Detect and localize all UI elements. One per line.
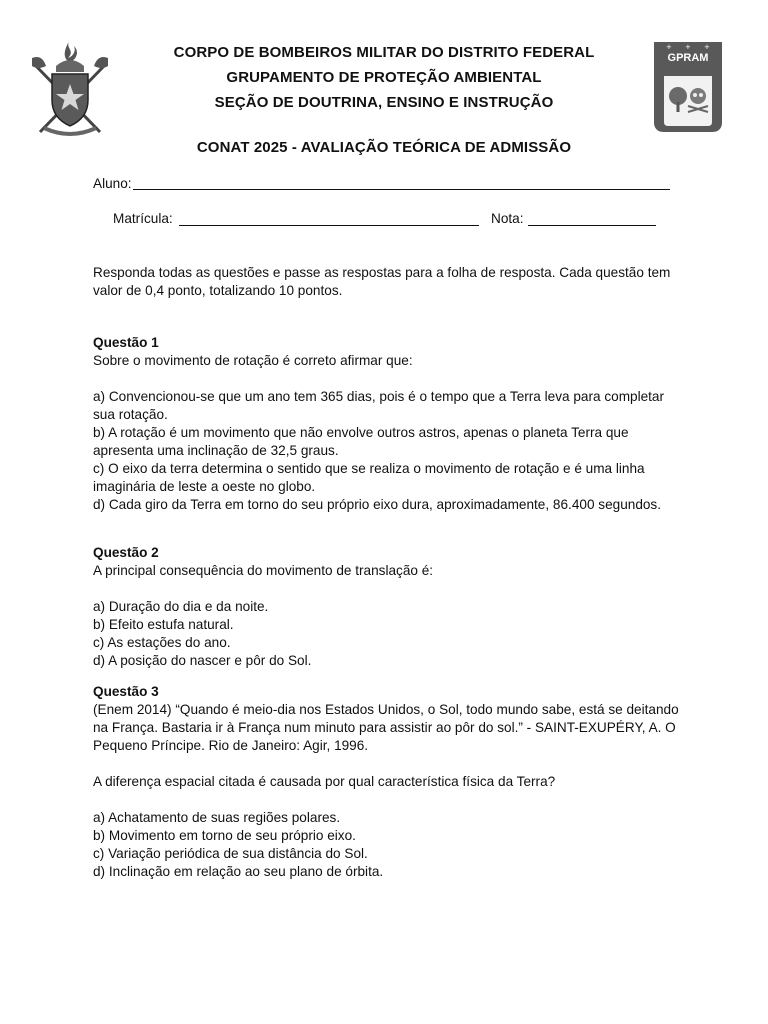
svg-text:+: + <box>666 43 672 51</box>
option-b: b) Movimento em torno de seu próprio eixo. <box>93 828 356 843</box>
question-3 <box>93 683 683 881</box>
question-1 <box>93 334 683 514</box>
option-b: b) A rotação é um movimento que não envolve outros astros, apenas o planeta Terra que apresenta uma inclinação de 32,5 graus. <box>93 425 629 458</box>
svg-text:+: + <box>685 43 691 51</box>
question-prompt: A principal consequência do movimento de translação é: <box>93 563 434 578</box>
option-c: c) Variação periódica de sua distância do Sol. <box>93 846 368 861</box>
aluno-field[interactable] <box>133 189 670 190</box>
question-2 <box>93 544 683 670</box>
option-a: a) Convencionou-se que um ano tem 365 dias, pois é o tempo que a Terra leva para completar sua rotação. <box>93 389 665 422</box>
aluno-label: Aluno: <box>93 176 132 191</box>
exam-title: CONAT 2025 - AVALIAÇÃO TEÓRICA DE ADMISSÃO <box>196 139 572 156</box>
matricula-label: Matrícula: <box>113 211 173 226</box>
nota-field[interactable] <box>528 225 656 226</box>
nota-label: Nota: <box>491 211 524 226</box>
question-text: A diferença espacial citada é causada por qual característica física da Terra? <box>93 774 556 789</box>
instructions: Responda todas as questões e passe as respostas para a folha de resposta. Cada questão tem valor de 0,4 ponto, totalizando 10 pontos. <box>93 265 671 298</box>
question-title: Questão 3 <box>93 684 159 699</box>
header-line-3: SEÇÃO DE DOUTRINA, ENSINO E INSTRUÇÃO <box>214 94 554 111</box>
svg-text:+: + <box>704 43 710 51</box>
matricula-field[interactable] <box>179 225 479 226</box>
option-c: c) O eixo da terra determina o sentido que se realiza o movimento de rotação e é uma linha imaginária de leste a oeste no globo. <box>93 461 645 494</box>
option-a: a) Duração do dia e da noite. <box>93 599 269 614</box>
question-prompt: Sobre o movimento de rotação é correto afirmar que: <box>93 353 413 368</box>
question-title: Questão 1 <box>93 335 159 350</box>
question-prompt: (Enem 2014) “Quando é meio-dia nos Estados Unidos, o Sol, todo mundo sabe, está se deitando na França. Bastaria ir à França num minuto para assistir ao pôr do sol.” - SAINT-EXUPÉRY, A. O Pequeno Príncipe. Rio de Janeiro: Agir, 1996. <box>93 702 679 753</box>
option-a: a) Achatamento de suas regiões polares. <box>93 810 341 825</box>
option-d: d) A posição do nascer e pôr do Sol. <box>93 653 312 668</box>
header-line-1: CORPO DE BOMBEIROS MILITAR DO DISTRITO FEDERAL <box>173 44 595 61</box>
option-d: d) Cada giro da Terra em torno do seu próprio eixo dura, aproximadamente, 86.400 segundos. <box>93 497 662 512</box>
question-title: Questão 2 <box>93 545 159 560</box>
option-b: b) Efeito estufa natural. <box>93 617 234 632</box>
gpram-label: GPRAM <box>667 52 709 64</box>
option-c: c) As estações do ano. <box>93 635 231 650</box>
header-line-2: GRUPAMENTO DE PROTEÇÃO AMBIENTAL <box>226 69 542 86</box>
option-d: d) Inclinação em relação ao seu plano de órbita. <box>93 864 384 879</box>
